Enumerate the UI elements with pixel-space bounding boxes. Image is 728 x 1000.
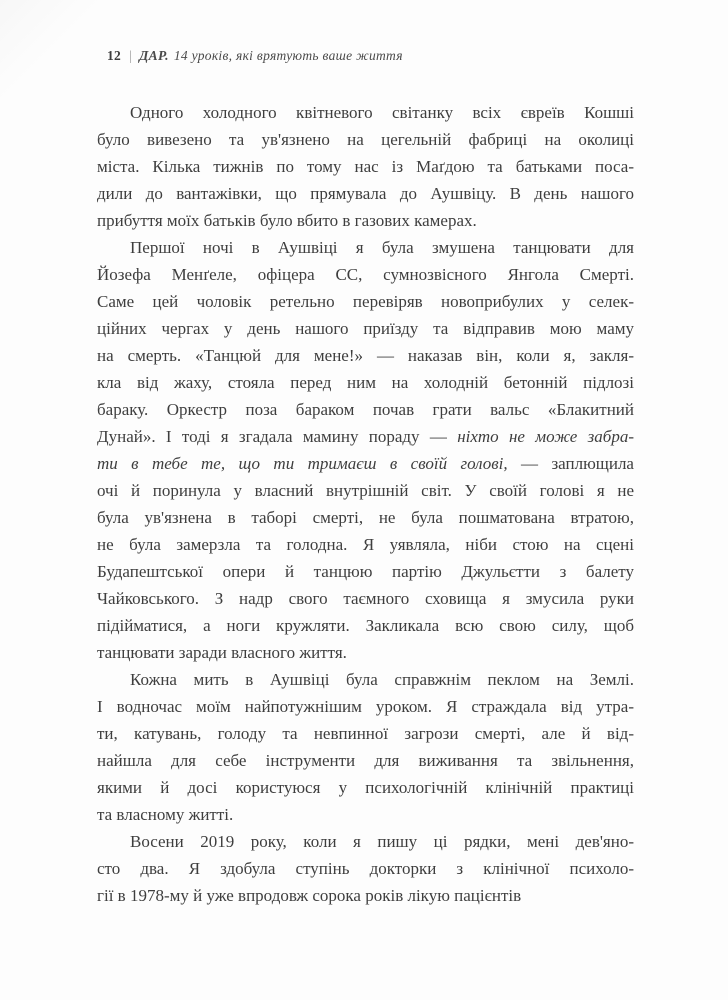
text-run: ційних чергах у день нашого приїзду та відправив мою маму [97, 319, 634, 338]
paragraph [97, 234, 634, 666]
text-line [97, 693, 634, 720]
text-run: Восени 2019 року, коли я пишу ці рядки, мені дев'яно- [130, 832, 634, 851]
book-title: ДАР. [139, 48, 169, 63]
text-run: була ув'язнена в таборі смерті, не була пошматована втратою, [97, 508, 634, 527]
running-header [107, 48, 403, 64]
text-line [97, 207, 634, 234]
text-run: Будапештської опери й танцюю партію Джульєтти з балету [97, 562, 634, 581]
text-line [97, 180, 634, 207]
text-line [97, 288, 634, 315]
text-line [97, 774, 634, 801]
text-run: І водночас моїм найпотужнішим уроком. Я страждала від утра- [97, 697, 634, 716]
text-run: кла від жаху, стояла перед ним на холодній бетонній підлозі [97, 373, 634, 392]
text-run: не була замерзла та голодна. Я уявляла, ніби стою на сцені [97, 535, 634, 554]
text-line [97, 828, 634, 855]
paragraph [97, 828, 634, 909]
text-run: на смерть. «Танцюй для мене!» — наказав він, коли я, закля- [97, 346, 634, 365]
text-line [97, 801, 634, 828]
text-line [97, 369, 634, 396]
text-run: Одного холодного квітневого світанку всіх євреїв Кошші [130, 103, 634, 122]
text-run: міста. Кілька тижнів по тому нас із Маґдою та батьками поса- [97, 157, 634, 176]
text-line [97, 423, 634, 450]
text-line [97, 855, 634, 882]
text-run: очі й поринула у власний внутрішній світ. У своїй голові я не [97, 481, 634, 500]
text-line [97, 234, 634, 261]
text-line [97, 558, 634, 585]
text-line [97, 153, 634, 180]
text-run: ти, катувань, голоду та невпинної загрози смерті, але й від- [97, 724, 634, 743]
text-run: найшла для себе інструменти для виживання та звільнення, [97, 751, 634, 770]
text-line [97, 99, 634, 126]
text-run: було вивезено та ув'язнено на цегельній фабриці на околиці [97, 130, 634, 149]
text-line [97, 126, 634, 153]
italic-text-run: ніхто не може забра- [457, 427, 634, 446]
text-run: Кожна мить в Аушвіці була справжнім пеклом на Землі. [130, 670, 634, 689]
text-run: дили до вантажівки, що прямувала до Аушвіцу. В день нашого [97, 184, 634, 203]
text-line [97, 342, 634, 369]
text-line [97, 450, 634, 477]
text-line [97, 585, 634, 612]
text-run: Чайковського. З надр свого таємного сховища я змусила руки [97, 589, 634, 608]
text-line [97, 612, 634, 639]
text-line [97, 531, 634, 558]
header-separator: | [129, 48, 133, 63]
text-run: танцювати заради власного життя. [97, 643, 347, 662]
text-line [97, 396, 634, 423]
paragraph [97, 99, 634, 234]
text-run: сто два. Я здобула ступінь докторки з клінічної психоло- [97, 859, 634, 878]
text-run: якими й досі користуюся у психологічній клінічній практиці [97, 778, 634, 797]
text-run: прибуття моїх батьків було вбито в газових камерах. [97, 211, 477, 230]
text-line [97, 477, 634, 504]
page-body [97, 99, 634, 909]
italic-text-run: ти в тебе те, що ти тримаєш в своїй голові, [97, 454, 508, 473]
text-line [97, 639, 634, 666]
text-run: Першої ночі в Аушвіці я була змушена танцювати для [130, 238, 634, 257]
text-line [97, 720, 634, 747]
book-subtitle: 14 уроків, які врятують ваше життя [173, 48, 403, 63]
text-run: бараку. Оркестр поза бараком почав грати вальс «Блакитний [97, 400, 634, 419]
text-line [97, 315, 634, 342]
text-line [97, 261, 634, 288]
text-run: Дунай». І тоді я згадала мамину пораду — [97, 427, 458, 446]
text-line [97, 747, 634, 774]
text-run: та власному житті. [97, 805, 234, 824]
text-run: — заплющила [507, 454, 634, 473]
page-number: 12 [107, 48, 122, 63]
text-run: підійматися, а ноги кружляти. Закликала всю свою силу, щоб [97, 616, 634, 635]
text-run: гії в 1978-му й уже впродовж сорока років лікую пацієнтів [97, 886, 522, 905]
paragraph [97, 666, 634, 828]
text-line [97, 882, 634, 909]
text-run: Йозефа Менґеле, офіцера СС, сумнозвісного Янгола Смерті. [97, 265, 634, 284]
text-run: Саме цей чоловік ретельно перевіряв новоприбулих у селек- [97, 292, 634, 311]
text-line [97, 666, 634, 693]
text-line [97, 504, 634, 531]
